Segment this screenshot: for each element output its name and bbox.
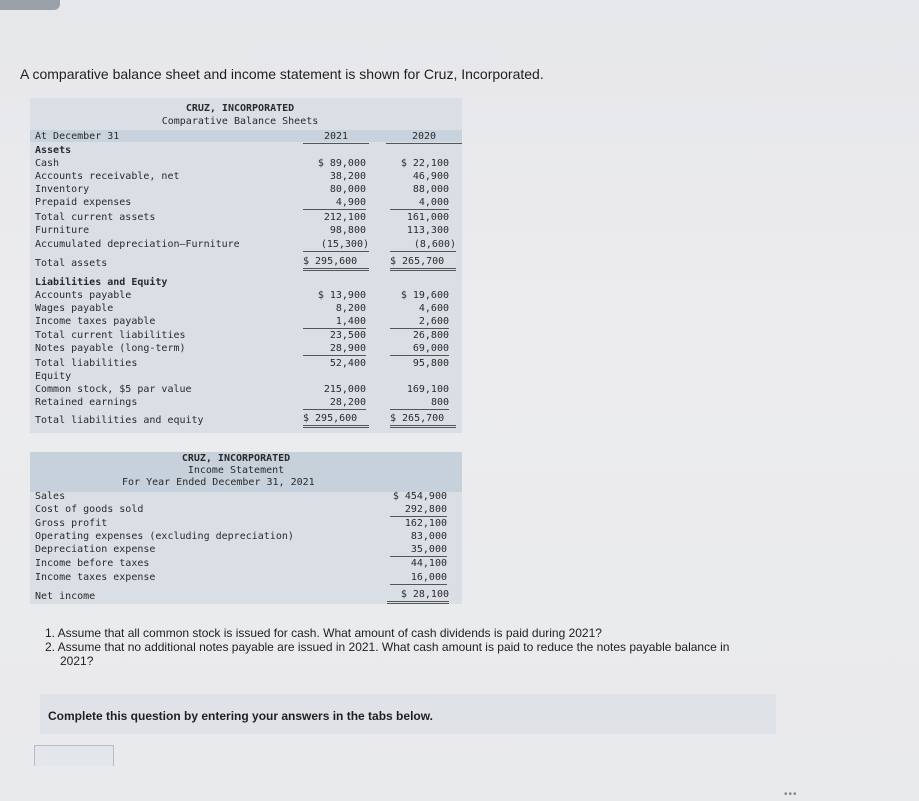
asset-value-2021: 38,200 xyxy=(329,171,366,182)
bs-year-2020: 2020 xyxy=(386,130,462,144)
is-row-label: Sales xyxy=(35,491,66,502)
liability-value-2021: 1,400 xyxy=(303,315,366,329)
is-row-label: Income before taxes xyxy=(35,558,150,569)
is-row-value: 16,000 xyxy=(390,571,447,585)
liability-value-2021: 23,500 xyxy=(329,330,366,341)
liability-label: Total current liabilities xyxy=(35,330,186,341)
is-row-value: $ 28,100 xyxy=(387,588,449,604)
asset-value-2021: (15,300) xyxy=(303,238,369,252)
bs-title: Comparative Balance Sheets xyxy=(161,116,319,127)
liability-value-2021: $ 13,900 xyxy=(317,290,366,301)
asset-value-2020: $ 22,100 xyxy=(400,158,449,169)
liability-label: Income taxes payable xyxy=(35,316,156,327)
asset-value-2020: 113,300 xyxy=(406,225,449,236)
asset-value-2020: $ 265,700 xyxy=(390,255,456,271)
is-row-value: $ 454,900 xyxy=(392,491,447,502)
is-row-value: 35,000 xyxy=(390,543,447,557)
bs-year-2021: 2021 xyxy=(303,130,369,144)
is-row-value: 83,000 xyxy=(410,531,447,542)
equity-value-2020: 169,100 xyxy=(406,384,449,395)
question-2-cont: 2021? xyxy=(60,654,94,668)
liability-label: Notes payable (long-term) xyxy=(35,343,186,354)
equity-label: Common stock, $5 par value xyxy=(35,384,192,395)
liability-value-2020: 4,600 xyxy=(418,303,449,314)
equity-value-2020: 800 xyxy=(390,396,449,410)
is-row-value: 292,800 xyxy=(390,503,447,517)
asset-label: Total assets xyxy=(35,258,108,269)
intro-text: A comparative balance sheet and income statement is shown for Cruz, Incorporated. xyxy=(20,66,544,82)
asset-value-2021: 80,000 xyxy=(329,184,366,195)
liability-label: Accounts payable xyxy=(35,290,132,301)
asset-label: Total current assets xyxy=(35,212,156,223)
asset-value-2021: $ 89,000 xyxy=(317,158,366,169)
is-company: CRUZ, INCORPORATED xyxy=(181,453,291,464)
is-row-label: Cost of goods sold xyxy=(35,504,144,515)
asset-label: Accumulated depreciation—Furniture xyxy=(35,239,240,250)
asset-label: Furniture xyxy=(35,225,90,236)
asset-value-2020: 4,000 xyxy=(390,196,449,210)
asset-value-2020: 88,000 xyxy=(412,184,449,195)
equity-label: Total liabilities and equity xyxy=(35,415,204,426)
liability-label: Total liabilities xyxy=(35,358,138,369)
liability-label: Wages payable xyxy=(35,303,114,314)
liability-value-2021: 28,900 xyxy=(303,342,366,356)
is-row-label: Income taxes expense xyxy=(35,572,156,583)
equity-heading: Equity xyxy=(35,371,72,382)
asset-value-2021: $ 295,600 xyxy=(303,255,369,271)
equity-value-2020: $ 265,700 xyxy=(390,412,456,428)
bs-col-label: At December 31 xyxy=(35,131,120,142)
is-title: Income Statement xyxy=(187,465,285,476)
is-row-label: Net income xyxy=(35,591,96,602)
equity-value-2021: 215,000 xyxy=(323,384,366,395)
asset-label: Inventory xyxy=(35,184,90,195)
asset-value-2020: 161,000 xyxy=(406,212,449,223)
more-dots-icon: ••• xyxy=(784,789,798,800)
question-2: 2. Assume that no additional notes payable are issued in 2021. What cash amount is paid to reduce the notes payable balance in xyxy=(45,640,730,654)
asset-label: Accounts receivable, net xyxy=(35,171,180,182)
is-row-value: 162,100 xyxy=(404,518,447,529)
is-period: For Year Ended December 31, 2021 xyxy=(122,477,315,488)
asset-label: Cash xyxy=(35,158,60,169)
assets-heading: Assets xyxy=(35,145,72,156)
is-row-value: 44,100 xyxy=(410,558,447,569)
liability-value-2020: $ 19,600 xyxy=(400,290,449,301)
equity-label: Retained earnings xyxy=(35,397,138,408)
asset-value-2021: 4,900 xyxy=(303,196,366,210)
complete-instruction: Complete this question by entering your answers in the tabs below. xyxy=(48,709,433,723)
question-1: 1. Assume that all common stock is issued for cash. What amount of cash dividends is paid during 2021? xyxy=(45,626,602,640)
liabilities-heading: Liabilities and Equity xyxy=(35,277,168,288)
is-row-label: Operating expenses (excluding depreciation) xyxy=(35,531,294,542)
liability-value-2021: 8,200 xyxy=(335,303,366,314)
asset-value-2020: 46,900 xyxy=(412,171,449,182)
equity-value-2021: $ 295,600 xyxy=(303,412,369,428)
liability-value-2020: 26,800 xyxy=(412,330,449,341)
liability-value-2021: 52,400 xyxy=(329,358,366,369)
asset-value-2021: 98,800 xyxy=(329,225,366,236)
top-badge xyxy=(0,0,60,10)
is-row-label: Depreciation expense xyxy=(35,544,156,555)
liability-value-2020: 69,000 xyxy=(390,342,449,356)
answer-tab[interactable] xyxy=(34,745,114,766)
liability-value-2020: 2,600 xyxy=(390,315,449,329)
asset-label: Prepaid expenses xyxy=(35,197,132,208)
is-row-label: Gross profit xyxy=(35,518,108,529)
equity-value-2021: 28,200 xyxy=(303,396,366,410)
bs-company: CRUZ, INCORPORATED xyxy=(185,103,295,114)
asset-value-2021: 212,100 xyxy=(323,212,366,223)
liability-value-2020: 95,800 xyxy=(412,358,449,369)
asset-value-2020: (8,600) xyxy=(390,238,456,252)
